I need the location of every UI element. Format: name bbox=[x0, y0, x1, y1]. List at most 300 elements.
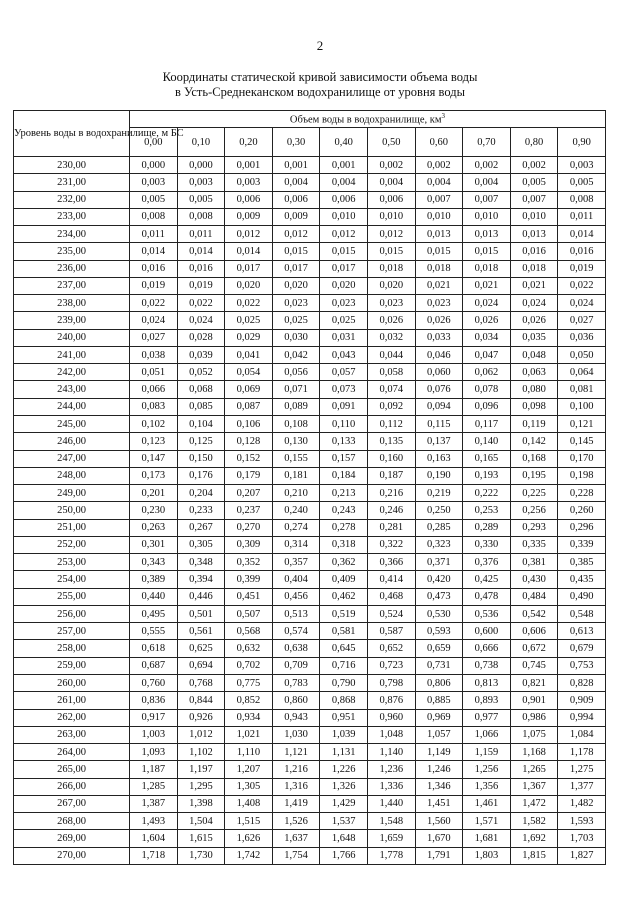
level-header: Уровень воды в водохранилище, м БС bbox=[14, 111, 130, 157]
volume-cell: 0,091 bbox=[320, 398, 368, 415]
volume-cell: 0,043 bbox=[320, 346, 368, 363]
volume-cell: 1,670 bbox=[415, 830, 463, 847]
volume-cell: 0,011 bbox=[177, 226, 225, 243]
volume-cell: 0,018 bbox=[463, 260, 511, 277]
volume-cell: 0,323 bbox=[415, 536, 463, 553]
volume-cell: 0,381 bbox=[510, 554, 558, 571]
volume-cell: 0,019 bbox=[177, 277, 225, 294]
volume-cell: 0,017 bbox=[272, 260, 320, 277]
level-cell: 253,00 bbox=[14, 554, 130, 571]
volume-cell: 1,131 bbox=[320, 744, 368, 761]
volume-cell: 1,571 bbox=[463, 813, 511, 830]
volume-cell: 0,687 bbox=[130, 657, 178, 674]
volume-cell: 1,461 bbox=[463, 795, 511, 812]
volume-cell: 0,087 bbox=[225, 398, 273, 415]
volume-cell: 0,672 bbox=[510, 640, 558, 657]
volume-cell: 0,530 bbox=[415, 605, 463, 622]
column-header: 0,50 bbox=[367, 128, 415, 157]
volume-cell: 0,026 bbox=[510, 312, 558, 329]
volume-cell: 0,414 bbox=[367, 571, 415, 588]
volume-cell: 0,005 bbox=[558, 174, 606, 191]
volume-cell: 0,225 bbox=[510, 485, 558, 502]
volume-cell: 0,008 bbox=[177, 208, 225, 225]
volume-cell: 1,815 bbox=[510, 847, 558, 864]
volume-cell: 1,084 bbox=[558, 726, 606, 743]
volume-cell: 0,015 bbox=[367, 243, 415, 260]
level-cell: 261,00 bbox=[14, 692, 130, 709]
volume-cell: 1,121 bbox=[272, 744, 320, 761]
volume-cell: 1,316 bbox=[272, 778, 320, 795]
volume-cell: 0,100 bbox=[558, 398, 606, 415]
volume-cell: 0,023 bbox=[415, 295, 463, 312]
volume-cell: 0,081 bbox=[558, 381, 606, 398]
level-cell: 237,00 bbox=[14, 277, 130, 294]
volume-cell: 0,652 bbox=[367, 640, 415, 657]
volume-cell: 0,625 bbox=[177, 640, 225, 657]
volume-cell: 0,513 bbox=[272, 605, 320, 622]
level-cell: 248,00 bbox=[14, 467, 130, 484]
volume-cell: 1,659 bbox=[367, 830, 415, 847]
volume-cell: 0,010 bbox=[510, 208, 558, 225]
column-header: 0,40 bbox=[320, 128, 368, 157]
volume-cell: 0,301 bbox=[130, 536, 178, 553]
volume-cell: 0,322 bbox=[367, 536, 415, 553]
volume-cell: 0,926 bbox=[177, 709, 225, 726]
volume-cell: 0,022 bbox=[225, 295, 273, 312]
volume-cell: 0,150 bbox=[177, 450, 225, 467]
volume-cell: 0,335 bbox=[510, 536, 558, 553]
volume-cell: 0,020 bbox=[367, 277, 415, 294]
volume-cell: 0,033 bbox=[415, 329, 463, 346]
volume-cell: 1,648 bbox=[320, 830, 368, 847]
table-body bbox=[14, 157, 606, 865]
volume-cell: 0,014 bbox=[225, 243, 273, 260]
volume-cell: 1,159 bbox=[463, 744, 511, 761]
volume-cell: 0,352 bbox=[225, 554, 273, 571]
volume-cell: 0,015 bbox=[320, 243, 368, 260]
table-row bbox=[14, 329, 606, 346]
volume-cell: 0,007 bbox=[510, 191, 558, 208]
volume-cell: 0,023 bbox=[272, 295, 320, 312]
volume-cell: 0,057 bbox=[320, 364, 368, 381]
volume-cell: 1,472 bbox=[510, 795, 558, 812]
volume-cell: 0,012 bbox=[225, 226, 273, 243]
volume-cell: 0,125 bbox=[177, 433, 225, 450]
table-row bbox=[14, 415, 606, 432]
volume-cell: 0,593 bbox=[415, 623, 463, 640]
volume-table bbox=[13, 110, 606, 865]
volume-cell: 0,004 bbox=[415, 174, 463, 191]
volume-cell: 0,844 bbox=[177, 692, 225, 709]
volume-cell: 0,775 bbox=[225, 674, 273, 691]
volume-cell: 0,052 bbox=[177, 364, 225, 381]
volume-cell: 0,002 bbox=[463, 157, 511, 174]
volume-cell: 0,170 bbox=[558, 450, 606, 467]
volume-cell: 0,195 bbox=[510, 467, 558, 484]
volume-cell: 1,012 bbox=[177, 726, 225, 743]
table-row bbox=[14, 398, 606, 415]
volume-cell: 1,440 bbox=[367, 795, 415, 812]
volume-cell: 0,404 bbox=[272, 571, 320, 588]
volume-cell: 1,367 bbox=[510, 778, 558, 795]
volume-cell: 0,270 bbox=[225, 519, 273, 536]
volume-cell: 0,054 bbox=[225, 364, 273, 381]
volume-cell: 0,050 bbox=[558, 346, 606, 363]
volume-cell: 0,568 bbox=[225, 623, 273, 640]
table-row bbox=[14, 191, 606, 208]
volume-cell: 0,001 bbox=[272, 157, 320, 174]
volume-cell: 0,027 bbox=[130, 329, 178, 346]
volume-cell: 1,681 bbox=[463, 830, 511, 847]
volume-cell: 0,008 bbox=[558, 191, 606, 208]
volume-cell: 0,478 bbox=[463, 588, 511, 605]
volume-cell: 1,048 bbox=[367, 726, 415, 743]
table-row bbox=[14, 174, 606, 191]
table-row bbox=[14, 312, 606, 329]
volume-cell: 0,004 bbox=[367, 174, 415, 191]
volume-cell: 0,032 bbox=[367, 329, 415, 346]
volume-cell: 0,106 bbox=[225, 415, 273, 432]
volume-cell: 0,015 bbox=[272, 243, 320, 260]
volume-cell: 0,016 bbox=[130, 260, 178, 277]
volume-cell: 0,219 bbox=[415, 485, 463, 502]
volume-cell: 1,295 bbox=[177, 778, 225, 795]
table-row bbox=[14, 778, 606, 795]
volume-cell: 0,042 bbox=[272, 346, 320, 363]
volume-cell: 0,852 bbox=[225, 692, 273, 709]
level-cell: 242,00 bbox=[14, 364, 130, 381]
volume-cell: 0,009 bbox=[225, 208, 273, 225]
volume-cell: 1,140 bbox=[367, 744, 415, 761]
volume-cell: 0,064 bbox=[558, 364, 606, 381]
volume-cell: 0,305 bbox=[177, 536, 225, 553]
level-cell: 238,00 bbox=[14, 295, 130, 312]
volume-cell: 0,760 bbox=[130, 674, 178, 691]
volume-cell: 0,555 bbox=[130, 623, 178, 640]
volume-cell: 0,025 bbox=[225, 312, 273, 329]
volume-cell: 0,002 bbox=[415, 157, 463, 174]
volume-cell: 0,783 bbox=[272, 674, 320, 691]
volume-cell: 0,018 bbox=[415, 260, 463, 277]
volume-cell: 0,006 bbox=[225, 191, 273, 208]
volume-cell: 0,165 bbox=[463, 450, 511, 467]
volume-cell: 0,548 bbox=[558, 605, 606, 622]
level-cell: 234,00 bbox=[14, 226, 130, 243]
volume-cell: 0,058 bbox=[367, 364, 415, 381]
volume-cell: 0,003 bbox=[558, 157, 606, 174]
table-row bbox=[14, 744, 606, 761]
volume-cell: 0,016 bbox=[510, 243, 558, 260]
volume-cell: 0,003 bbox=[130, 174, 178, 191]
table-row bbox=[14, 467, 606, 484]
table-row bbox=[14, 813, 606, 830]
volume-cell: 0,184 bbox=[320, 467, 368, 484]
volume-cell: 0,013 bbox=[463, 226, 511, 243]
table-row bbox=[14, 157, 606, 174]
volume-cell: 0,010 bbox=[415, 208, 463, 225]
volume-cell: 0,768 bbox=[177, 674, 225, 691]
volume-cell: 1,637 bbox=[272, 830, 320, 847]
volume-cell: 0,645 bbox=[320, 640, 368, 657]
volume-cell: 0,977 bbox=[463, 709, 511, 726]
volume-cell: 0,666 bbox=[463, 640, 511, 657]
level-cell: 266,00 bbox=[14, 778, 130, 795]
volume-cell: 0,024 bbox=[510, 295, 558, 312]
volume-cell: 1,226 bbox=[320, 761, 368, 778]
level-cell: 258,00 bbox=[14, 640, 130, 657]
table-row bbox=[14, 795, 606, 812]
column-header: 0,00 bbox=[130, 128, 178, 157]
volume-cell: 1,356 bbox=[463, 778, 511, 795]
volume-cell: 0,130 bbox=[272, 433, 320, 450]
volume-cell: 0,574 bbox=[272, 623, 320, 640]
volume-cell: 0,028 bbox=[177, 329, 225, 346]
volume-cell: 0,716 bbox=[320, 657, 368, 674]
volume-cell: 0,020 bbox=[225, 277, 273, 294]
volume-cell: 1,778 bbox=[367, 847, 415, 864]
volume-cell: 1,615 bbox=[177, 830, 225, 847]
table-row bbox=[14, 502, 606, 519]
volume-cell: 0,004 bbox=[463, 174, 511, 191]
volume-cell: 0,371 bbox=[415, 554, 463, 571]
volume-cell: 1,626 bbox=[225, 830, 273, 847]
volume-cell: 1,730 bbox=[177, 847, 225, 864]
level-cell: 241,00 bbox=[14, 346, 130, 363]
volume-cell: 0,179 bbox=[225, 467, 273, 484]
volume-cell: 1,149 bbox=[415, 744, 463, 761]
volume-cell: 0,044 bbox=[367, 346, 415, 363]
volume-cell: 0,024 bbox=[177, 312, 225, 329]
volume-cell: 0,133 bbox=[320, 433, 368, 450]
volume-cell: 1,451 bbox=[415, 795, 463, 812]
volume-cell: 0,073 bbox=[320, 381, 368, 398]
volume-cell: 0,063 bbox=[510, 364, 558, 381]
volume-cell: 1,387 bbox=[130, 795, 178, 812]
volume-cell: 0,473 bbox=[415, 588, 463, 605]
volume-cell: 0,027 bbox=[558, 312, 606, 329]
volume-cell: 0,104 bbox=[177, 415, 225, 432]
volume-cell: 0,060 bbox=[415, 364, 463, 381]
table-row bbox=[14, 554, 606, 571]
volume-cell: 0,917 bbox=[130, 709, 178, 726]
volume-cell: 0,013 bbox=[510, 226, 558, 243]
volume-cell: 0,025 bbox=[272, 312, 320, 329]
table-row bbox=[14, 260, 606, 277]
volume-cell: 0,015 bbox=[463, 243, 511, 260]
volume-cell: 1,187 bbox=[130, 761, 178, 778]
volume-header bbox=[130, 111, 606, 128]
volume-cell: 0,000 bbox=[130, 157, 178, 174]
volume-cell: 0,233 bbox=[177, 502, 225, 519]
volume-cell: 0,003 bbox=[225, 174, 273, 191]
volume-cell: 1,515 bbox=[225, 813, 273, 830]
volume-cell: 0,005 bbox=[130, 191, 178, 208]
volume-cell: 1,742 bbox=[225, 847, 273, 864]
volume-cell: 0,731 bbox=[415, 657, 463, 674]
volume-cell: 0,587 bbox=[367, 623, 415, 640]
table-row bbox=[14, 588, 606, 605]
volume-cell: 0,094 bbox=[415, 398, 463, 415]
volume-cell: 0,201 bbox=[130, 485, 178, 502]
table-row bbox=[14, 830, 606, 847]
volume-cell: 0,451 bbox=[225, 588, 273, 605]
volume-cell: 0,285 bbox=[415, 519, 463, 536]
volume-cell: 0,004 bbox=[320, 174, 368, 191]
volume-cell: 1,207 bbox=[225, 761, 273, 778]
volume-cell: 0,798 bbox=[367, 674, 415, 691]
table-row bbox=[14, 674, 606, 691]
level-cell: 231,00 bbox=[14, 174, 130, 191]
table-row bbox=[14, 364, 606, 381]
volume-cell: 0,468 bbox=[367, 588, 415, 605]
volume-cell: 0,581 bbox=[320, 623, 368, 640]
level-cell: 249,00 bbox=[14, 485, 130, 502]
volume-cell: 0,994 bbox=[558, 709, 606, 726]
volume-cell: 0,885 bbox=[415, 692, 463, 709]
volume-cell: 1,093 bbox=[130, 744, 178, 761]
volume-cell: 1,493 bbox=[130, 813, 178, 830]
column-header: 0,60 bbox=[415, 128, 463, 157]
volume-cell: 0,123 bbox=[130, 433, 178, 450]
volume-cell: 0,025 bbox=[320, 312, 368, 329]
volume-cell: 0,210 bbox=[272, 485, 320, 502]
level-cell: 239,00 bbox=[14, 312, 130, 329]
table-row bbox=[14, 433, 606, 450]
volume-cell: 0,019 bbox=[130, 277, 178, 294]
volume-cell: 0,542 bbox=[510, 605, 558, 622]
volume-header-unit-sup: 3 bbox=[441, 112, 446, 121]
volume-cell: 0,318 bbox=[320, 536, 368, 553]
volume-cell: 0,005 bbox=[177, 191, 225, 208]
title-line-2: в Усть-Среднеканском водохранилище от уровня воды bbox=[175, 85, 465, 99]
volume-cell: 0,357 bbox=[272, 554, 320, 571]
volume-cell: 1,377 bbox=[558, 778, 606, 795]
volume-cell: 0,868 bbox=[320, 692, 368, 709]
table-row bbox=[14, 536, 606, 553]
volume-cell: 0,026 bbox=[367, 312, 415, 329]
volume-cell: 0,366 bbox=[367, 554, 415, 571]
volume-cell: 0,222 bbox=[463, 485, 511, 502]
volume-cell: 0,068 bbox=[177, 381, 225, 398]
level-cell: 230,00 bbox=[14, 157, 130, 174]
volume-cell: 0,267 bbox=[177, 519, 225, 536]
volume-cell: 0,420 bbox=[415, 571, 463, 588]
volume-cell: 1,216 bbox=[272, 761, 320, 778]
table-row bbox=[14, 623, 606, 640]
volume-cell: 0,014 bbox=[177, 243, 225, 260]
volume-cell: 0,066 bbox=[130, 381, 178, 398]
table-row bbox=[14, 277, 606, 294]
volume-cell: 0,076 bbox=[415, 381, 463, 398]
volume-cell: 0,006 bbox=[320, 191, 368, 208]
volume-header-text: Объем воды в водохранилище, км bbox=[289, 114, 442, 126]
volume-cell: 0,274 bbox=[272, 519, 320, 536]
level-cell: 255,00 bbox=[14, 588, 130, 605]
volume-cell: 0,021 bbox=[415, 277, 463, 294]
volume-cell: 0,813 bbox=[463, 674, 511, 691]
volume-cell: 0,309 bbox=[225, 536, 273, 553]
volume-cell: 0,163 bbox=[415, 450, 463, 467]
volume-cell: 0,181 bbox=[272, 467, 320, 484]
volume-cell: 0,002 bbox=[367, 157, 415, 174]
volume-cell: 0,069 bbox=[225, 381, 273, 398]
level-cell: 267,00 bbox=[14, 795, 130, 812]
volume-cell: 0,140 bbox=[463, 433, 511, 450]
volume-cell: 0,018 bbox=[367, 260, 415, 277]
volume-cell: 1,021 bbox=[225, 726, 273, 743]
volume-cell: 0,790 bbox=[320, 674, 368, 691]
volume-cell: 0,137 bbox=[415, 433, 463, 450]
volume-cell: 0,296 bbox=[558, 519, 606, 536]
table-row bbox=[14, 226, 606, 243]
table-row bbox=[14, 243, 606, 260]
volume-cell: 0,030 bbox=[272, 329, 320, 346]
volume-cell: 0,012 bbox=[320, 226, 368, 243]
volume-cell: 1,346 bbox=[415, 778, 463, 795]
table-row bbox=[14, 657, 606, 674]
volume-cell: 0,023 bbox=[367, 295, 415, 312]
volume-cell: 0,145 bbox=[558, 433, 606, 450]
table-row bbox=[14, 640, 606, 657]
volume-cell: 0,281 bbox=[367, 519, 415, 536]
volume-cell: 0,484 bbox=[510, 588, 558, 605]
volume-cell: 0,128 bbox=[225, 433, 273, 450]
volume-cell: 0,147 bbox=[130, 450, 178, 467]
volume-cell: 0,190 bbox=[415, 467, 463, 484]
volume-cell: 0,613 bbox=[558, 623, 606, 640]
title-line-1: Координаты статической кривой зависимости объема воды bbox=[162, 70, 478, 84]
volume-cell: 0,600 bbox=[463, 623, 511, 640]
volume-cell: 0,012 bbox=[272, 226, 320, 243]
volume-cell: 0,385 bbox=[558, 554, 606, 571]
volume-cell: 0,339 bbox=[558, 536, 606, 553]
volume-cell: 0,836 bbox=[130, 692, 178, 709]
volume-cell: 0,659 bbox=[415, 640, 463, 657]
volume-cell: 0,004 bbox=[272, 174, 320, 191]
volume-cell: 0,440 bbox=[130, 588, 178, 605]
level-cell: 244,00 bbox=[14, 398, 130, 415]
volume-cell: 0,031 bbox=[320, 329, 368, 346]
volume-cell: 0,293 bbox=[510, 519, 558, 536]
volume-cell: 0,005 bbox=[510, 174, 558, 191]
volume-cell: 1,075 bbox=[510, 726, 558, 743]
volume-cell: 1,537 bbox=[320, 813, 368, 830]
volume-cell: 0,618 bbox=[130, 640, 178, 657]
volume-cell: 0,026 bbox=[463, 312, 511, 329]
volume-cell: 0,092 bbox=[367, 398, 415, 415]
level-cell: 256,00 bbox=[14, 605, 130, 622]
volume-cell: 0,051 bbox=[130, 364, 178, 381]
level-cell: 236,00 bbox=[14, 260, 130, 277]
volume-cell: 0,029 bbox=[225, 329, 273, 346]
level-cell: 243,00 bbox=[14, 381, 130, 398]
volume-cell: 1,560 bbox=[415, 813, 463, 830]
level-cell: 269,00 bbox=[14, 830, 130, 847]
volume-cell: 0,399 bbox=[225, 571, 273, 588]
column-header: 0,70 bbox=[463, 128, 511, 157]
volume-cell: 0,176 bbox=[177, 467, 225, 484]
volume-cell: 0,187 bbox=[367, 467, 415, 484]
volume-cell: 1,336 bbox=[367, 778, 415, 795]
volume-cell: 0,010 bbox=[367, 208, 415, 225]
volume-cell: 0,080 bbox=[510, 381, 558, 398]
volume-cell: 1,066 bbox=[463, 726, 511, 743]
table-row bbox=[14, 692, 606, 709]
volume-cell: 0,943 bbox=[272, 709, 320, 726]
volume-cell: 0,117 bbox=[463, 415, 511, 432]
volume-cell: 1,791 bbox=[415, 847, 463, 864]
volume-cell: 0,019 bbox=[558, 260, 606, 277]
